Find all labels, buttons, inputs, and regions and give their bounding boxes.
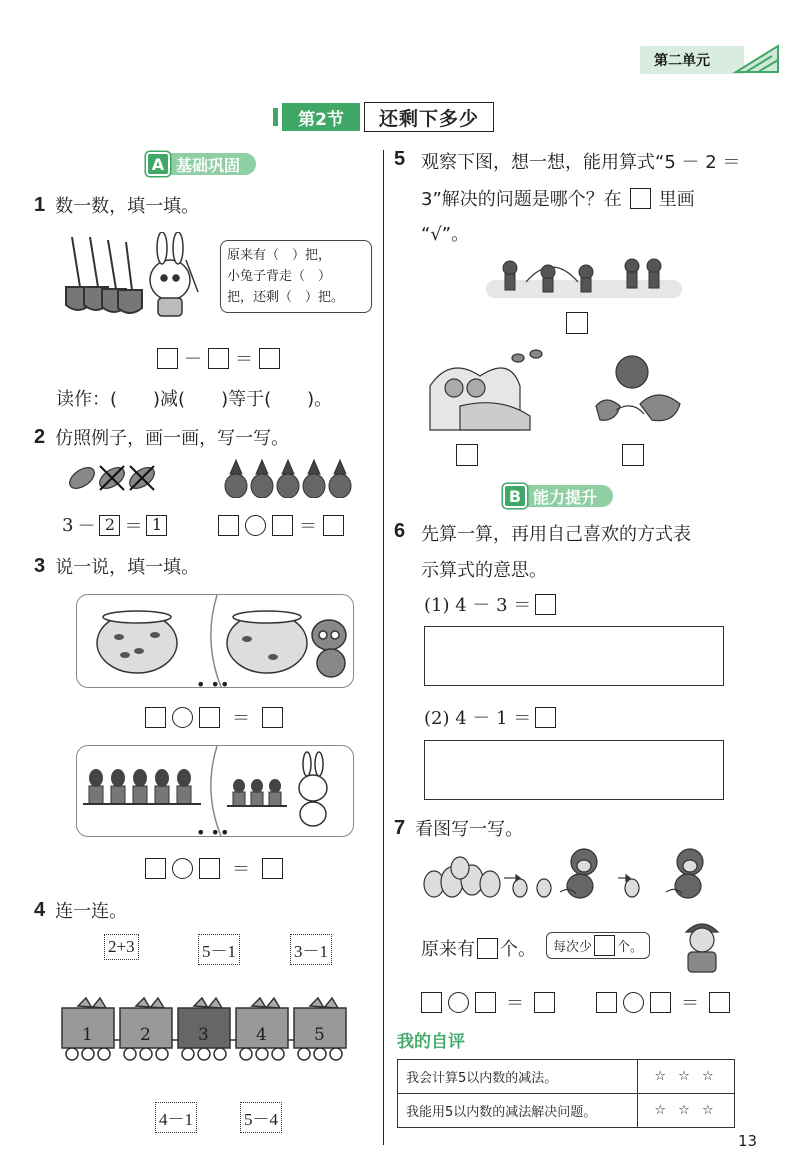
bubble-line: 把，还剩（ ）把。 [227, 290, 345, 305]
question-text: 观察下图，想一想，能用算式“5 － 2 ＝ [421, 152, 741, 173]
question-number: 2 [34, 425, 46, 448]
text-original: 原来有 [421, 939, 475, 960]
leaves-crossed-illustration [66, 460, 160, 496]
eval-text: 我会计算5以内数的减法。 [398, 1060, 638, 1094]
question-text: 看图写一写。 [415, 819, 524, 840]
question-number: 6 [394, 520, 406, 542]
part-a-heading [146, 152, 256, 176]
expression-card[interactable]: 2+3 [104, 934, 139, 960]
child-speech-bubble [546, 932, 650, 959]
question-number: 5 [394, 148, 406, 170]
question-number: 4 [34, 898, 46, 921]
q7-equation-2 [596, 989, 730, 1015]
q2-example-equation [62, 512, 167, 538]
check-box[interactable] [566, 312, 588, 334]
boy-illustration [676, 918, 728, 976]
answer-box-sample [630, 188, 651, 209]
answer-box[interactable] [475, 992, 496, 1013]
question-text: 3”解决的问题是哪个？在 [421, 189, 622, 210]
dots: • •• [196, 823, 230, 842]
expression-card[interactable]: 3－1 [290, 934, 332, 965]
rabbit-speech-bubble [220, 240, 372, 313]
answer-box[interactable] [272, 515, 293, 536]
self-eval-title: 我的自评 [397, 1032, 465, 1052]
q3-equation-1 [145, 704, 283, 730]
bubble-line: 小兔子背走（ ） [227, 269, 332, 284]
question-number: 3 [34, 554, 46, 577]
cart-number: 5 [314, 1025, 325, 1045]
fish-bowl-illustration [77, 595, 353, 687]
q7-line [421, 935, 536, 961]
drawing-area[interactable] [424, 626, 724, 686]
children-jumping-rope-illustration [486, 254, 682, 300]
equals-sign: ＝ [235, 349, 253, 370]
q3-equation-2 [145, 855, 283, 881]
monkey-pears-illustration [420, 846, 720, 902]
answer-box[interactable] [709, 992, 730, 1013]
answer-box[interactable] [596, 992, 617, 1013]
question-text: 仿照例子，画一画，写一写。 [55, 428, 290, 449]
dots: • •• [196, 675, 230, 694]
minus-sign: － [77, 516, 96, 537]
shovels-and-rabbit-illustration [58, 232, 208, 324]
question-number: 7 [394, 816, 406, 839]
item-expression: (2) 4 － 1 ＝ [424, 708, 532, 729]
operator-circle[interactable] [172, 707, 193, 728]
q1-equation [157, 345, 280, 371]
question-4 [34, 897, 127, 923]
operator-circle[interactable] [172, 858, 193, 879]
question-text-line [421, 185, 695, 211]
part-b-heading [503, 484, 613, 508]
answer-box[interactable] [259, 348, 280, 369]
reading-line: 读作：( )减( )等于( )。 [56, 389, 333, 410]
question-text: 示算式的意思。 [421, 560, 547, 581]
question-text: 里画 [658, 189, 695, 210]
cart-number: 3 [198, 1025, 209, 1045]
operator-circle[interactable] [245, 515, 266, 536]
cart-number: 1 [82, 1025, 93, 1045]
unit-tab: 第二单元 [640, 46, 744, 74]
birds-and-oranges-illustration [420, 346, 700, 432]
example-minuend: 3 [62, 514, 74, 536]
q7-equation-1 [421, 989, 555, 1015]
equals-sign: ＝ [124, 516, 143, 537]
bubble-text: 每次少 [553, 940, 593, 955]
answer-box[interactable] [323, 515, 344, 536]
check-box[interactable] [456, 444, 478, 466]
example-result: 1 [146, 515, 167, 536]
expression-card[interactable]: 4－1 [155, 1102, 197, 1133]
pineapples-illustration [222, 458, 358, 498]
answer-box[interactable] [535, 707, 556, 728]
answer-box[interactable] [534, 992, 555, 1013]
q6-item-2 [424, 704, 556, 730]
operator-circle[interactable] [623, 992, 644, 1013]
example-subtrahend: 2 [99, 515, 120, 536]
question-text: “√”。 [421, 224, 470, 245]
table-row [398, 1094, 735, 1128]
bubble-text: 个。 [617, 940, 644, 955]
question-2 [34, 424, 289, 450]
item-expression: (1) 4 － 3 ＝ [424, 595, 532, 616]
part-a-label: 基础巩固 [166, 153, 256, 175]
drawing-area[interactable] [424, 740, 724, 800]
text-unit: 个。 [500, 939, 536, 960]
q2-equation [218, 512, 344, 538]
bubble-line: 原来有（ ）把， [227, 248, 332, 263]
question-text: 连一连。 [55, 901, 128, 922]
column-divider [383, 150, 384, 1145]
answer-box[interactable] [218, 515, 239, 536]
expression-card[interactable]: 5－1 [198, 934, 240, 965]
section-badge: 第2节 [282, 103, 360, 131]
equals-sign: ＝ [506, 993, 524, 1014]
question-7 [394, 815, 523, 841]
question-text: 数一数，填一填。 [55, 196, 200, 217]
question-number: 1 [34, 193, 46, 216]
page-number: 13 [738, 1132, 758, 1150]
answer-box[interactable] [650, 992, 671, 1013]
cart-number: 2 [140, 1025, 151, 1045]
triangle-ruler-icon [732, 42, 782, 76]
answer-box[interactable] [421, 992, 442, 1013]
question-text: 先算一算，再用自己喜欢的方式表 [421, 524, 691, 545]
answer-box[interactable] [199, 858, 220, 879]
table-row [398, 1060, 735, 1094]
self-eval-table [397, 1059, 735, 1128]
expression-card[interactable]: 5－4 [240, 1102, 282, 1133]
section-title: 还剩下多少 [364, 102, 494, 132]
equals-sign: ＝ [299, 516, 317, 537]
part-b-label: 能力提升 [523, 485, 613, 507]
answer-box[interactable] [535, 594, 556, 615]
minus-sign: － [184, 349, 202, 370]
answer-box[interactable] [208, 348, 229, 369]
answer-box[interactable] [145, 858, 166, 879]
fish-bowl-scene [76, 594, 354, 688]
part-a-letter: A [146, 152, 170, 176]
star-rating[interactable]: ☆ ☆ ☆ [638, 1094, 735, 1128]
question-text: 说一说，填一填。 [55, 557, 200, 578]
star-rating[interactable]: ☆ ☆ ☆ [638, 1060, 735, 1094]
answer-box[interactable] [145, 707, 166, 728]
question-3 [34, 553, 199, 579]
answer-box[interactable] [199, 707, 220, 728]
equals-sign: ＝ [681, 993, 699, 1014]
q6-item-1 [424, 591, 556, 617]
part-b-letter: B [503, 484, 527, 508]
question-1 [34, 192, 199, 218]
answer-box[interactable] [477, 938, 498, 959]
equals-sign: ＝ [232, 859, 250, 880]
check-box[interactable] [622, 444, 644, 466]
equals-sign: ＝ [232, 708, 250, 729]
answer-box[interactable] [262, 858, 283, 879]
operator-circle[interactable] [448, 992, 469, 1013]
eval-text: 我能用5以内数的减法解决问题。 [398, 1094, 638, 1128]
answer-box[interactable] [594, 935, 615, 956]
cart-number: 4 [256, 1025, 267, 1045]
answer-box[interactable] [262, 707, 283, 728]
answer-box[interactable] [157, 348, 178, 369]
